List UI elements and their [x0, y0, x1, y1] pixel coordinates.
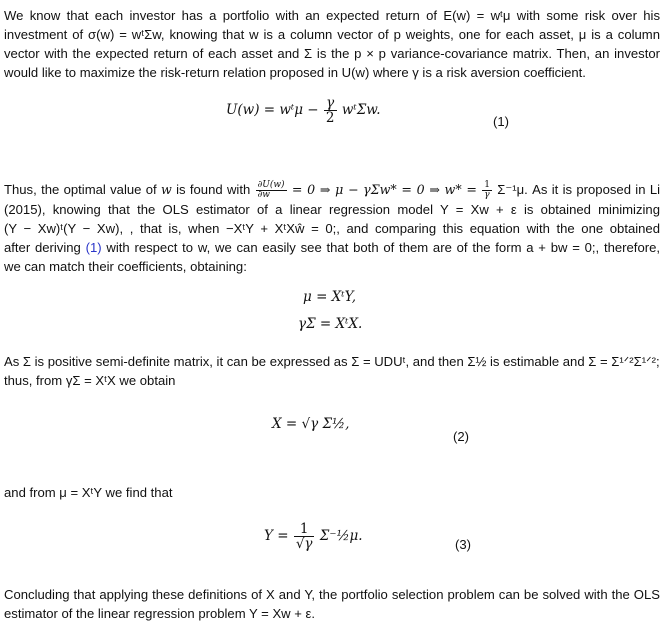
paragraph-optimal	[4, 180, 660, 276]
text-line: thus, from γΣ = XᵗX we obtain	[4, 373, 176, 388]
derivative-fraction	[256, 181, 287, 201]
text-span: is found with	[176, 182, 251, 197]
text-span: Σ⁻¹μ. As it is proposed in Li	[497, 182, 661, 197]
text-line: Concluding that applying these definitions of X and Y, the portfolio selection problem can be solved with the OLS	[4, 587, 660, 602]
text-line	[4, 180, 660, 200]
text-line: investment of σ(w) = wᵗΣw, knowing that w is a column vector of p weights, one for each asset, μ is a column	[4, 27, 660, 42]
equation-ref-link[interactable]: (1)	[85, 240, 102, 256]
text-line: (2015), knowing that the OLS estimator of a linear regression model Y = Xw + ε is obtained minimizing	[4, 202, 660, 218]
equation-number-3: (3)	[455, 537, 472, 552]
text-line	[4, 238, 660, 257]
eq1-fraction	[324, 96, 337, 125]
text-line: (Y − Xw)ᵗ(Y − Xw), , that is, when −XᵗY + XᵗXŵ = 0;, and comparing this equation with the one obtained	[4, 221, 660, 237]
text-span: after deriving	[4, 240, 81, 256]
text-line: vector with the expected return of each asset and Σ is the p × p variance-covariance matrix. Then, an investor	[4, 46, 660, 61]
equation-mu: μ = XᵗY,	[303, 289, 357, 305]
equation-number-1: (1)	[493, 114, 510, 129]
derivative-num: ∂U(w)	[257, 179, 285, 190]
text-line: we can match their coefficients, obtaining:	[4, 259, 247, 275]
inverse-gamma-fraction	[482, 181, 492, 201]
derivative-den: ∂w	[257, 190, 270, 201]
eq1-frac-den: 2	[325, 110, 335, 127]
frac-den: γ	[484, 190, 490, 201]
text-line: estimator of the linear regression problem Y = Xw + ε.	[4, 606, 316, 621]
eq1-frac-num: γ	[324, 96, 337, 111]
equation-2: X = √γ Σ½,	[272, 416, 350, 432]
equation-3	[264, 522, 363, 551]
frac-num: 1	[484, 179, 490, 190]
text-span: with respect to w, we can easily see that both of them are of the form a + bw = 0;, therefore,	[106, 240, 661, 256]
text-span: Thus, the optimal value of	[4, 182, 157, 197]
equation-gamma-sigma: γΣ = XᵗX.	[298, 316, 363, 332]
text-line: and from μ = XᵗY we find that	[4, 485, 173, 500]
eq3-fraction	[294, 522, 315, 551]
eq3-post: Σ⁻½μ.	[319, 528, 363, 545]
paragraph-intro	[4, 6, 660, 82]
text-line: As Σ is positive semi-definite matrix, it can be expressed as Σ = UDUᵗ, and then Σ½ is estimable and Σ = Σ¹ᐟ²Σ¹ᐟ²;	[4, 354, 660, 369]
math-span: = 0 ⇒ μ − γΣw* = 0 ⇒ w* =	[291, 182, 477, 197]
equation-1	[226, 96, 381, 125]
eq3-pre: Y =	[264, 528, 289, 545]
text-line: would like to maximize the risk-return relation proposed in U(w) where γ is a risk aversion coefficient.	[4, 65, 586, 80]
eq3-frac-den: √γ	[295, 536, 313, 553]
eq1-rhs: wᵗΣw.	[341, 102, 381, 119]
equation-number-2: (2)	[453, 429, 470, 444]
eq1-lhs: U(w) = wᵗμ −	[226, 102, 319, 119]
paragraph-from-mu	[4, 483, 660, 502]
paragraph-decomposition	[4, 352, 660, 390]
math-var: w	[161, 182, 172, 197]
eq3-frac-num: 1	[294, 522, 315, 537]
paragraph-conclusion	[4, 585, 660, 623]
text-line: We know that each investor has a portfolio with an expected return of E(w) = wᵗμ with some risk over his	[4, 8, 660, 23]
